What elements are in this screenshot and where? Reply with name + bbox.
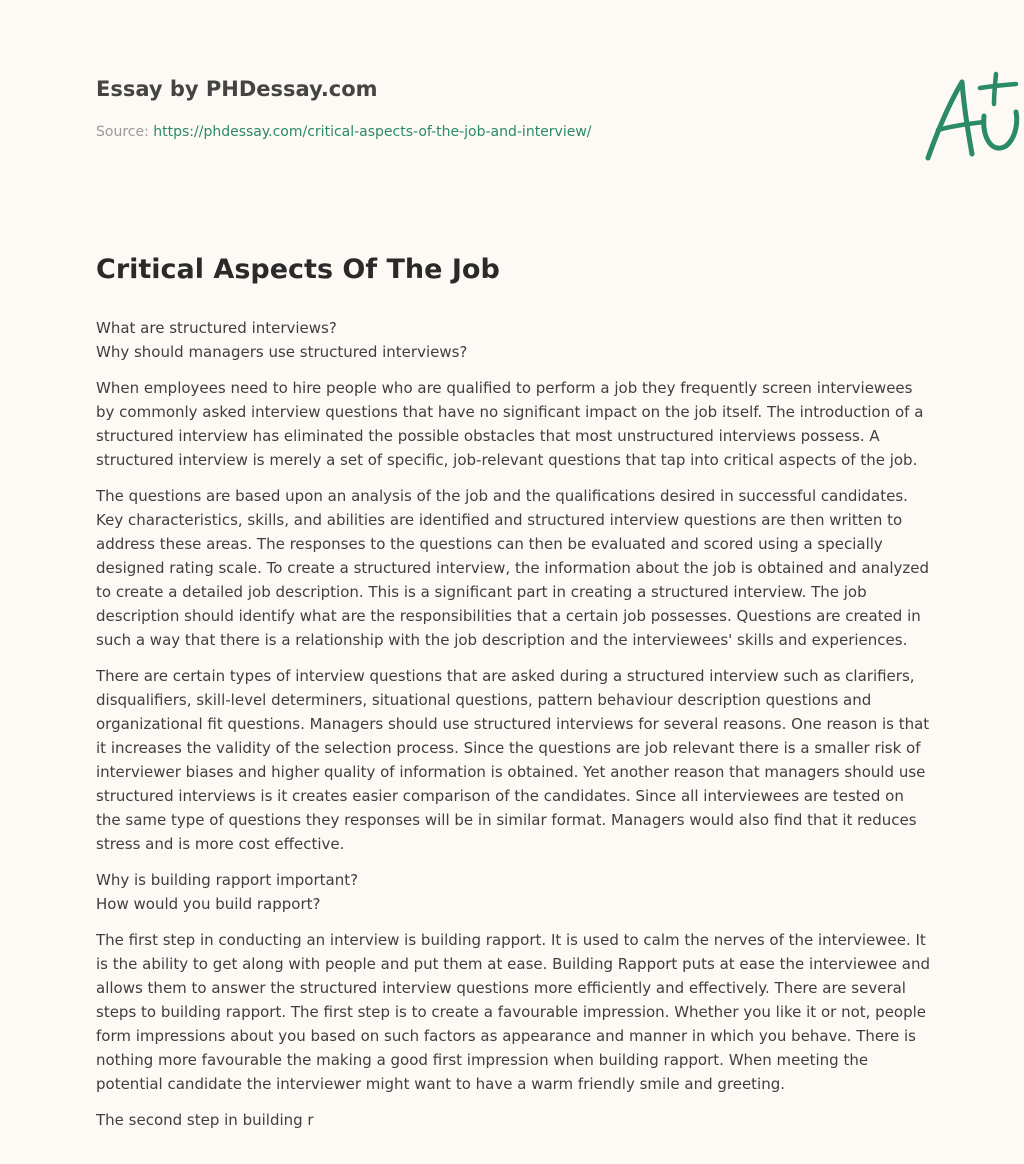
question-block-1 <box>96 316 932 364</box>
page-title: Critical Aspects Of The Job <box>96 254 500 285</box>
a-plus-logo-icon <box>918 68 1024 166</box>
paragraph-4: The first step in conducting an interview is building rapport. It is used to calm the nerves of the interviewee. It is the ability to get along with people and put them at ease. Building Rapport puts at ease the interviewee and allows them to answer the structured interview questions more efficiently and effectively. There are several steps to building rapport. The first step is to create a favourable impression. Whether you like it or not, people form impressions about you based on such factors as appearance and manner in which you behave. There is nothing more favourable the making a good first impression when building rapport. When meeting the potential candidate the interviewer might want to have a warm friendly smile and greeting. <box>96 931 930 1093</box>
question-text: What are structured interviews? <box>96 319 337 337</box>
question-block-2 <box>96 868 932 916</box>
paragraph-1: When employees need to hire people who are qualified to perform a job they frequently screen interviewees by commonly asked interview questions that have no significant impact on the job itself. The introduction of a structured interview has eliminated the possible obstacles that most unstructured interviews possess. A structured interview is merely a set of specific, job-relevant questions that tap into critical aspects of the job. <box>96 379 924 469</box>
paragraph-3: There are certain types of interview questions that are asked during a structured interview such as clarifiers, disqualifiers, skill-level determiners, situational questions, pattern behaviour description questions and organizational fit questions. Managers should use structured interviews for several reasons. One reason is that it increases the validity of the selection process. Since the questions are job relevant there is a smaller risk of interviewer biases and higher quality of information is obtained. Yet another reason that managers should use structured interviews is it creates easier comparison of the candidates. Since all interviewees are tested on the same type of questions they responses will be in similar format. Managers would also find that it reduces stress and is more cost effective. <box>96 667 930 853</box>
source-label: Source: <box>96 124 154 140</box>
source-line <box>96 124 592 140</box>
source-link[interactable]: https://phdessay.com/critical-aspects-of-the-job-and-interview/ <box>153 124 592 140</box>
paragraph-5: The second step in building r <box>96 1111 314 1129</box>
question-text: Why should managers use structured interviews? <box>96 343 468 361</box>
essay-body <box>96 316 932 1144</box>
brand-title: Essay by PHDessay.com <box>96 77 378 101</box>
question-text: Why is building rapport important? <box>96 871 359 889</box>
paragraph-2: The questions are based upon an analysis of the job and the qualifications desired in successful candidates. Key characteristics, skills, and abilities are identified and structured interview questions are then written to address these areas. The responses to the questions can then be evaluated and scored using a specially designed rating scale. To create a structured interview, the information about the job is obtained and analyzed to create a detailed job description. This is a significant part in creating a structured interview. The job description should identify what are the responsibilities that a certain job possesses. Questions are created in such a way that there is a relationship with the job description and the interviewees' skills and experiences. <box>96 487 930 649</box>
question-text: How would you build rapport? <box>96 895 321 913</box>
